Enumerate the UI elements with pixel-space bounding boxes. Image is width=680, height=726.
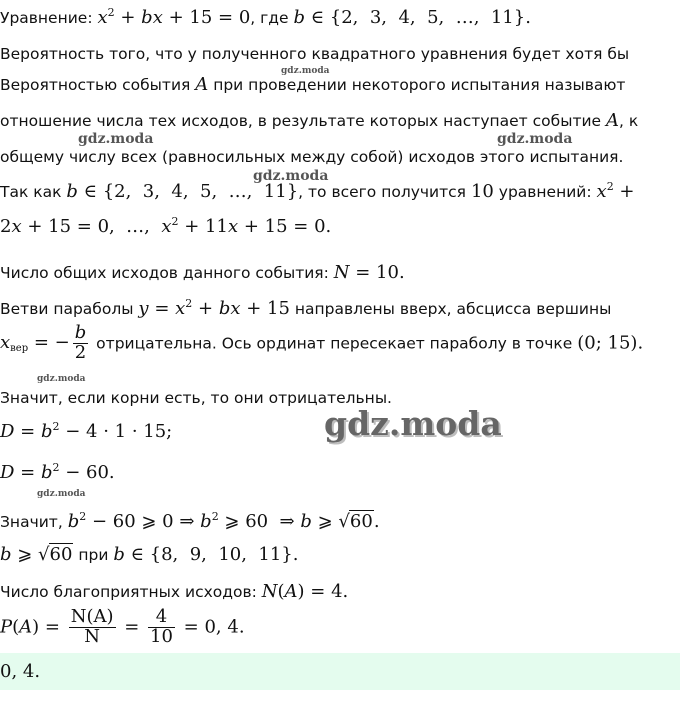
definition-line-3: общему числу всех (равносильных между собой) исходов этого испытания. (0, 148, 624, 166)
equation-line: Уравнение: $x^2$ + bx + 15 = 0, где b ∈ {2, 3, 4, 5, …, 11}. (0, 6, 531, 28)
answer-value: 0, 4. (0, 661, 41, 682)
parabola-line: Ветви параболы $y = x^2$ + bx + 15 направлены вверх, абсцисса вершины (0, 297, 612, 319)
favorable-outcomes-line: Число благоприятных исходов: N(A) = 4. (0, 581, 349, 602)
probability-statement: Вероятность того, что у полученного квадратного уравнения будет хотя бы (0, 45, 630, 63)
probability-formula: P(A) = $\frac{N(A)}{N}$ = $\frac{4}{10}$ = 0, 4. (0, 606, 245, 647)
equation-formula: $x^2$ + bx + 15 = 0 (97, 6, 251, 28)
b-over-2: $\frac{b}{2}$ (74, 322, 87, 363)
watermark: gdz.moda (37, 374, 86, 384)
fraction-na-over-n: $\frac{N(A)}{N}$ (70, 606, 114, 647)
b-set: b ∈ {2, 3, 4, 5, …, 11}. (293, 7, 531, 28)
answer-box (0, 653, 680, 690)
equations-count-line: Так как b ∈ {2, 3, 4, 5, …, 11}, то всего получится 10 уравнений: $x^2$ + (0, 180, 635, 202)
discriminant-line-1: $D = b^2 - 4 \cdot 1 \cdot 15$; (0, 420, 173, 442)
fraction-4-over-10: $\frac{4}{10}$ (150, 606, 173, 647)
condition-line: Значит, $b^2 - 60$ ⩾ 0 ⇒ $b^2$ ⩾ 60 ⇒ b ⩾ √60. (0, 510, 380, 532)
watermark-large: gdz.moda (324, 404, 502, 443)
equations-list: 2x + 15 = 0, …, $x^2 + 11x + 15 = 0$. (0, 215, 332, 237)
watermark: gdz.moda (78, 131, 154, 147)
watermark: gdz.moda (253, 168, 329, 184)
discriminant-line-2: $D = b^2 - 60$. (0, 461, 115, 483)
watermark: gdz.moda (281, 66, 330, 76)
watermark: gdz.moda (497, 131, 573, 147)
definition-line-2: отношение числа тех исходов, в результате которых наступает событие A, к (0, 110, 639, 131)
b-values-line: b ⩾ √60 при b ∈ {8, 9, 10, 11}. (0, 544, 299, 565)
vertex-line: $x_{вер}$ = − $\frac{b}{2}$ отрицательна. Ось ординат пересекает параболу в точке (0; 15). (0, 322, 644, 363)
vertex-formula: $x_{вер}$ = − $\frac{b}{2}$ (0, 322, 87, 363)
total-outcomes-line: Число общих исходов данного события: N = 10. (0, 262, 405, 283)
watermark: gdz.moda (37, 489, 86, 499)
roots-negative-line: Значит, если корни есть, то они отрицательны. (0, 389, 392, 407)
definition-line-1: Вероятностью события A при проведении некоторого испытания называют (0, 74, 626, 95)
